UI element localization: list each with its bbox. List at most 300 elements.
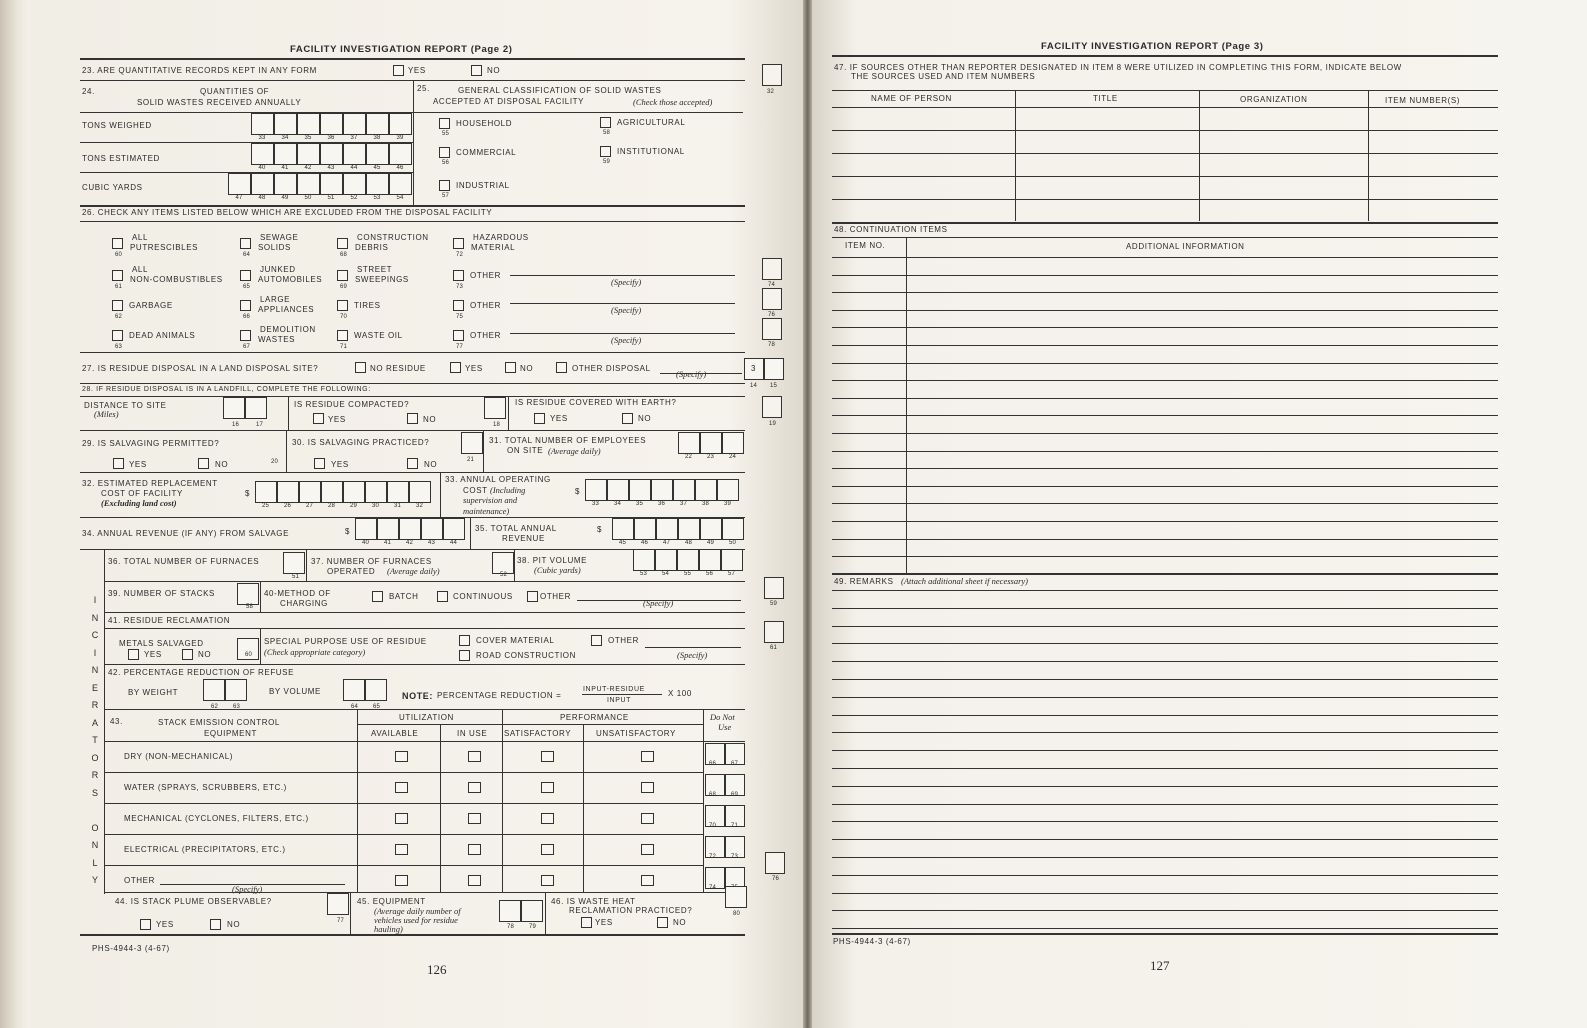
- q47-line2: THE SOURCES USED AND ITEM NUMBERS: [851, 72, 1036, 81]
- rule: [104, 664, 745, 665]
- q28-compacted-yes-checkbox[interactable]: [313, 413, 324, 424]
- rule: [80, 205, 745, 207]
- q24-weighed-cell-7[interactable]: [389, 113, 412, 135]
- rule: [440, 724, 441, 892]
- q26-item-label-7: LARGE: [260, 295, 291, 304]
- q34-cell-4[interactable]: [421, 518, 443, 540]
- q24-estimated-code-5: 44: [350, 165, 358, 171]
- page-edges: [0, 0, 30, 1028]
- q26-item-checkbox-4[interactable]: [112, 330, 123, 341]
- q48-row-line: [832, 363, 1498, 364]
- q36-cell[interactable]: [283, 552, 305, 574]
- rule: [413, 112, 743, 113]
- q26-item-checkbox-13[interactable]: [453, 238, 464, 249]
- q43-row-2-code-2: 69: [731, 792, 739, 798]
- q24-cubic-code-5: 51: [327, 195, 335, 201]
- q42-times: X 100: [668, 689, 692, 698]
- q27-code-box-2[interactable]: [764, 358, 784, 380]
- q24-estimated-cell-3[interactable]: [297, 143, 320, 165]
- q42-volume-cell-1[interactable]: [343, 679, 365, 701]
- q26-item-checkbox-14[interactable]: [453, 270, 464, 281]
- q46-no-checkbox[interactable]: [657, 917, 668, 928]
- q34-code-5: 44: [450, 540, 458, 546]
- q26-item-checkbox-8[interactable]: [240, 330, 251, 341]
- q47-row-line: [832, 199, 1498, 200]
- rule: [1015, 90, 1016, 221]
- q27-prefilled: 3: [751, 364, 757, 373]
- q26-item-checkbox-2[interactable]: [112, 270, 123, 281]
- q26-code-3: 62: [115, 314, 123, 320]
- rule: [1199, 90, 1200, 221]
- q32-cell-3[interactable]: [299, 481, 321, 503]
- q28-distance-cell-2[interactable]: [245, 397, 267, 419]
- q38-cell-4[interactable]: [699, 549, 721, 571]
- q43-row-4-checkbox-3[interactable]: [541, 844, 554, 855]
- q26-item-checkbox-15[interactable]: [453, 300, 464, 311]
- q44-yes: YES: [156, 920, 174, 929]
- q27-no-checkbox[interactable]: [505, 362, 516, 373]
- q49-row-line: [832, 928, 1498, 929]
- q35-code-2: 46: [641, 540, 649, 546]
- q25-industrial-checkbox[interactable]: [439, 180, 450, 191]
- q26-item-checkbox-1[interactable]: [112, 238, 123, 249]
- q48-row-line: [832, 292, 1498, 293]
- q26-item-checkbox-7[interactable]: [240, 300, 251, 311]
- q48-row-line: [832, 310, 1498, 311]
- q43-row-3-checkbox-4[interactable]: [641, 813, 654, 824]
- q24-weighed-cell-4[interactable]: [320, 113, 343, 135]
- q28-compacted-code-box[interactable]: [484, 397, 506, 419]
- q37-cell[interactable]: [492, 552, 514, 574]
- q26-item-checkbox-10[interactable]: [337, 270, 348, 281]
- q48-row-line: [832, 433, 1498, 434]
- q26-code-15: 75: [456, 314, 464, 320]
- q49-row-line: [832, 875, 1498, 876]
- q43-row-4-checkbox-4[interactable]: [641, 844, 654, 855]
- rule: [832, 237, 1498, 238]
- q47-row-line: [832, 130, 1498, 131]
- q25-agricultural-checkbox[interactable]: [600, 117, 611, 128]
- q26-code-box-3[interactable]: [762, 318, 782, 340]
- q43-col-satisfactory: SATISFACTORY: [504, 729, 572, 738]
- q26-item-label-16: OTHER: [470, 331, 501, 340]
- q26-item-checkbox-11[interactable]: [337, 300, 348, 311]
- q29-yes-checkbox[interactable]: [113, 458, 124, 469]
- q32-cell-1[interactable]: [255, 481, 277, 503]
- q27-yes-checkbox[interactable]: [450, 362, 461, 373]
- q38-cell-1[interactable]: [633, 549, 655, 571]
- q42-volume-cell-2[interactable]: [365, 679, 387, 701]
- q36-label: 36. TOTAL NUMBER OF FURNACES: [108, 557, 260, 566]
- q43-row-3-code-2: 71: [731, 823, 739, 829]
- q23-yes-checkbox[interactable]: [393, 65, 404, 76]
- q37-note: (Average daily): [387, 566, 440, 576]
- rule: [413, 80, 414, 205]
- incinerators-letter: N: [91, 840, 99, 850]
- q24-estimated-cell-1[interactable]: [251, 143, 274, 165]
- q48-row-line: [832, 521, 1498, 522]
- q25-code-3: 56: [442, 160, 450, 166]
- q32-line1: 32. ESTIMATED REPLACEMENT: [82, 479, 218, 488]
- rule: [350, 892, 351, 934]
- q33-cell-3[interactable]: [629, 479, 651, 501]
- q24-estimated-code-4: 43: [327, 165, 335, 171]
- q30-code: 21: [467, 457, 475, 463]
- q24-cubic-cell-4[interactable]: [297, 173, 320, 195]
- q28-compacted-no-checkbox[interactable]: [407, 413, 418, 424]
- q43-row-2-checkbox-3[interactable]: [541, 782, 554, 793]
- q24-cubic-cell-1[interactable]: [228, 173, 251, 195]
- rule: [1368, 90, 1369, 221]
- q39-cell[interactable]: [237, 583, 259, 605]
- q28-distance-cell-1[interactable]: [223, 397, 245, 419]
- q43-code-box[interactable]: [765, 852, 785, 874]
- rule: [80, 58, 745, 60]
- q26-item-label2-5: SOLIDS: [258, 243, 291, 252]
- rule: [104, 772, 703, 773]
- q35-cell-4[interactable]: [678, 518, 700, 540]
- q24-cubic-cell-8[interactable]: [389, 173, 412, 195]
- q30-label: 30. IS SALVAGING PRACTICED?: [292, 438, 430, 447]
- q30-yes-checkbox[interactable]: [314, 458, 325, 469]
- q28-covered-no-checkbox[interactable]: [622, 413, 633, 424]
- q26-specify-3: (Specify): [611, 335, 642, 345]
- q23-no-label: NO: [487, 66, 501, 75]
- q24-estimated-code-3: 42: [304, 165, 312, 171]
- q37-line2: OPERATED: [327, 567, 376, 576]
- rule: [80, 172, 413, 173]
- q25-note: (Check those accepted): [633, 97, 713, 107]
- q26-item-label-3: GARBAGE: [129, 301, 173, 310]
- q49-row-line: [832, 608, 1498, 609]
- q31-code-1: 22: [685, 454, 693, 460]
- q43-use: Use: [718, 722, 732, 732]
- q42-wcode-2: 63: [233, 704, 241, 710]
- q43-row-2-code-1: 68: [709, 792, 717, 798]
- rule: [104, 741, 745, 742]
- rule: [104, 549, 105, 894]
- q26-item-label2-8: WASTES: [258, 335, 296, 344]
- q43-side-code: 76: [772, 876, 780, 882]
- q26-item-checkbox-16[interactable]: [453, 330, 464, 341]
- q24-estimated-cell-5[interactable]: [343, 143, 366, 165]
- q26-code-11: 70: [340, 314, 348, 320]
- q32-cell-7[interactable]: [387, 481, 409, 503]
- q24-estimated-cell-2[interactable]: [274, 143, 297, 165]
- q29-no-checkbox[interactable]: [198, 458, 209, 469]
- q24-weighed-cell-5[interactable]: [343, 113, 366, 135]
- q42-weight: BY WEIGHT: [128, 688, 179, 697]
- q34-code-4: 43: [428, 540, 436, 546]
- q26-item-label2-7: APPLIANCES: [258, 305, 315, 314]
- q26-code-10: 69: [340, 284, 348, 290]
- q40-code-box[interactable]: [764, 577, 784, 599]
- q30-no: NO: [424, 460, 438, 469]
- q24-weighed-cell-1[interactable]: [251, 113, 274, 135]
- q28-covered-code-box[interactable]: [762, 396, 782, 418]
- q33-cell-2[interactable]: [607, 479, 629, 501]
- q31-code-2: 23: [707, 454, 715, 460]
- q38-cell-5[interactable]: [721, 549, 743, 571]
- q46-yes-checkbox[interactable]: [581, 917, 592, 928]
- q26-item-label2-13: MATERIAL: [471, 243, 516, 252]
- q41-code-box[interactable]: [764, 621, 784, 643]
- q34-cell-1[interactable]: [355, 518, 377, 540]
- q24-weighed-cell-2[interactable]: [274, 113, 297, 135]
- q43-row-5-checkbox-1[interactable]: [395, 875, 408, 886]
- q42-numerator: INPUT-RESIDUE: [583, 686, 645, 693]
- q24-cubic-code-2: 48: [258, 195, 266, 201]
- rule: [104, 612, 745, 613]
- q26-item-label-11: TIRES: [354, 301, 381, 310]
- q24-weighed-cell-3[interactable]: [297, 113, 320, 135]
- q33-note3: maintenance): [463, 506, 510, 516]
- q26-item-checkbox-3[interactable]: [112, 300, 123, 311]
- q38-code-3: 55: [684, 571, 692, 577]
- q32-code-7: 31: [394, 503, 402, 509]
- q45-cell-1[interactable]: [499, 900, 521, 922]
- q31-cell-3[interactable]: [722, 432, 744, 454]
- q24-estimated-cell-6[interactable]: [366, 143, 389, 165]
- q28-dist-code-1: 16: [232, 422, 240, 428]
- q26-item-checkbox-5[interactable]: [240, 238, 251, 249]
- q42-denominator: INPUT: [607, 697, 631, 704]
- q26-code-13: 72: [456, 252, 464, 258]
- q26-code-2: 61: [115, 284, 123, 290]
- q32-code-6: 30: [372, 503, 380, 509]
- q35-cell-2[interactable]: [634, 518, 656, 540]
- rule: [104, 628, 745, 629]
- q32-cell-6[interactable]: [365, 481, 387, 503]
- q27-label: 27. IS RESIDUE DISPOSAL IN A LAND DISPOSAL SITE?: [82, 364, 319, 373]
- q24-cubic-cell-6[interactable]: [343, 173, 366, 195]
- q23-no-checkbox[interactable]: [471, 65, 482, 76]
- q32-dollar: $: [245, 489, 251, 498]
- q48-col-additional: ADDITIONAL INFORMATION: [1126, 242, 1245, 251]
- q33-cell-5[interactable]: [673, 479, 695, 501]
- rule: [104, 709, 745, 710]
- q44-cell[interactable]: [327, 893, 349, 915]
- incinerators-letter: A: [91, 717, 98, 728]
- q43-col-available: AVAILABLE: [371, 729, 419, 738]
- q32-cell-4[interactable]: [321, 481, 343, 503]
- q33-cell-4[interactable]: [651, 479, 673, 501]
- q26-item-label2-10: SWEEPINGS: [355, 275, 409, 284]
- incinerators-letter: N: [91, 665, 99, 675]
- q43-row-label-4: ELECTRICAL (PRECIPITATORS, ETC.): [124, 845, 286, 854]
- q25-commercial-checkbox[interactable]: [439, 147, 450, 158]
- q43-col-in-use: IN USE: [457, 729, 488, 738]
- q24-cubic-code-3: 49: [281, 195, 289, 201]
- q32-cell-5[interactable]: [343, 481, 365, 503]
- q43-row-label-2: WATER (SPRAYS, SCRUBBERS, ETC.): [124, 783, 287, 792]
- q43-row-1-checkbox-3[interactable]: [541, 751, 554, 762]
- q38-code-4: 56: [706, 571, 714, 577]
- rule: [440, 472, 441, 517]
- q28-covered-yes-checkbox[interactable]: [534, 413, 545, 424]
- q31-cell-1[interactable]: [678, 432, 700, 454]
- rule: [483, 430, 484, 472]
- rule: [160, 884, 345, 885]
- q25-code-1: 55: [442, 131, 450, 137]
- q49-row-line: [832, 768, 1498, 769]
- q42-weight-cell-2[interactable]: [225, 679, 247, 701]
- rule: [286, 430, 287, 472]
- q26-item-label-12: WASTE OIL: [354, 331, 403, 340]
- rule: [104, 803, 703, 804]
- q43-col-unsatisfactory: UNSATISFACTORY: [596, 729, 676, 738]
- q39-label: 39. NUMBER OF STACKS: [108, 589, 215, 598]
- q40-batch-checkbox[interactable]: [372, 591, 383, 602]
- q27-other-checkbox[interactable]: [556, 362, 567, 373]
- q49-row-line: [832, 697, 1498, 698]
- q33-cell-1[interactable]: [585, 479, 607, 501]
- q38-cell-2[interactable]: [655, 549, 677, 571]
- q25-institutional-checkbox[interactable]: [600, 146, 611, 157]
- q26-item-checkbox-12[interactable]: [337, 330, 348, 341]
- q30-code-box[interactable]: [461, 432, 483, 454]
- q48-row-line: [832, 468, 1498, 469]
- q43-row-1-checkbox-4[interactable]: [641, 751, 654, 762]
- q28-dist-code-2: 17: [256, 422, 264, 428]
- q24-weighed-code-7: 39: [396, 135, 404, 141]
- q42-formula: PERCENTAGE REDUCTION =: [437, 691, 562, 700]
- rule: [832, 573, 1498, 575]
- q26-item-checkbox-9[interactable]: [337, 238, 348, 249]
- q43-row-3-checkbox-1[interactable]: [395, 813, 408, 824]
- rule: [906, 237, 907, 573]
- q23-code-box[interactable]: [762, 64, 782, 86]
- q43-row-1-checkbox-1[interactable]: [395, 751, 408, 762]
- q33-code-5: 37: [680, 501, 688, 507]
- q41-other-checkbox[interactable]: [591, 635, 602, 646]
- q48-row-line: [832, 556, 1498, 557]
- q41-cover-checkbox[interactable]: [459, 635, 470, 646]
- q41-metals-yes-checkbox[interactable]: [128, 649, 139, 660]
- q41-metals-no-checkbox[interactable]: [182, 649, 193, 660]
- q33-cell-7[interactable]: [717, 479, 739, 501]
- rule: [357, 724, 703, 725]
- q43-number: 43.: [110, 717, 123, 726]
- q26-specify-2: (Specify): [611, 305, 642, 315]
- q35-line2: REVENUE: [502, 534, 545, 543]
- q43-row-2-checkbox-1[interactable]: [395, 782, 408, 793]
- q33-line1: 33. ANNUAL OPERATING: [445, 475, 551, 484]
- q34-cell-5[interactable]: [443, 518, 465, 540]
- q24-cubic-cell-3[interactable]: [274, 173, 297, 195]
- q24-cubic-code-4: 50: [304, 195, 312, 201]
- q30-no-checkbox[interactable]: [407, 458, 418, 469]
- q47-col-title: TITLE: [1093, 94, 1118, 103]
- q40-continuous-checkbox[interactable]: [437, 591, 448, 602]
- q34-label: 34. ANNUAL REVENUE (IF ANY) FROM SALVAGE: [82, 529, 290, 538]
- q43-row-5-checkbox-2[interactable]: [468, 875, 481, 886]
- q25-code-2: 58: [603, 130, 611, 136]
- q43-row-2-checkbox-2[interactable]: [468, 782, 481, 793]
- q33-code-6: 38: [702, 501, 710, 507]
- q32-cell-2[interactable]: [277, 481, 299, 503]
- q32-cell-8[interactable]: [409, 481, 431, 503]
- q24-number: 24.: [82, 87, 95, 96]
- q26-code-box-2[interactable]: [762, 288, 782, 310]
- q43-row-label-1: DRY (NON-MECHANICAL): [124, 752, 234, 761]
- q43-row-4-checkbox-2[interactable]: [468, 844, 481, 855]
- q24-estimated-cell-7[interactable]: [389, 143, 412, 165]
- rule: [545, 892, 546, 934]
- rule: [80, 383, 745, 384]
- q35-cell-5[interactable]: [700, 518, 722, 540]
- q24-weighed-cell-6[interactable]: [366, 113, 389, 135]
- q49-row-line: [832, 643, 1498, 644]
- q29-code: 20: [271, 459, 279, 465]
- q33-cell-6[interactable]: [695, 479, 717, 501]
- q35-cell-1[interactable]: [612, 518, 634, 540]
- q24-cubic-cell-2[interactable]: [251, 173, 274, 195]
- q41-road-checkbox[interactable]: [459, 650, 470, 661]
- q45-cell-2[interactable]: [521, 900, 543, 922]
- q28-miles: (Miles): [94, 409, 119, 419]
- q24-estimated-cell-4[interactable]: [320, 143, 343, 165]
- q41-specify: (Specify): [677, 650, 708, 660]
- q42-weight-cell-1[interactable]: [203, 679, 225, 701]
- q49-row-line: [832, 626, 1498, 627]
- q24-cubic-cell-5[interactable]: [320, 173, 343, 195]
- q35-line1: 35. TOTAL ANNUAL: [475, 524, 557, 533]
- q44-yes-checkbox[interactable]: [140, 919, 151, 930]
- q26-code-box-1[interactable]: [762, 258, 782, 280]
- incinerators-letter: E: [91, 682, 98, 693]
- rule: [104, 865, 703, 866]
- q24-cubic-cell-7[interactable]: [366, 173, 389, 195]
- q35-cell-3[interactable]: [656, 518, 678, 540]
- q34-cell-2[interactable]: [377, 518, 399, 540]
- page-number-right: 127: [1150, 958, 1170, 973]
- q27-no-residue-checkbox[interactable]: [355, 362, 366, 373]
- q43-row-4-checkbox-1[interactable]: [395, 844, 408, 855]
- q31-cell-2[interactable]: [700, 432, 722, 454]
- q43-row-5-checkbox-3[interactable]: [541, 875, 554, 886]
- q47-col-name: NAME OF PERSON: [871, 94, 952, 103]
- q43-donot: Do Not: [710, 712, 735, 722]
- q43-row-3-checkbox-2[interactable]: [468, 813, 481, 824]
- q34-cell-3[interactable]: [399, 518, 421, 540]
- q43-row-2-checkbox-4[interactable]: [641, 782, 654, 793]
- q43-row-1-checkbox-2[interactable]: [468, 751, 481, 762]
- rule: [260, 628, 261, 664]
- q25-household-checkbox[interactable]: [439, 118, 450, 129]
- q43-performance: PERFORMANCE: [560, 713, 629, 722]
- book-gutter: [803, 0, 812, 1028]
- q25-code-4: 59: [603, 159, 611, 165]
- q31-code-3: 24: [729, 454, 737, 460]
- q46-cell[interactable]: [725, 886, 747, 908]
- q43-row-3-checkbox-3[interactable]: [541, 813, 554, 824]
- q46-line2: RECLAMATION PRACTICED?: [569, 906, 693, 915]
- q43-row-5-checkbox-4[interactable]: [641, 875, 654, 886]
- q46-no: NO: [673, 918, 687, 927]
- q48-col-item-no: ITEM NO.: [845, 241, 886, 250]
- q38-cell-3[interactable]: [677, 549, 699, 571]
- q40-other-checkbox[interactable]: [527, 591, 538, 602]
- q33-note2: supervision and: [463, 495, 518, 505]
- q34-dollar: $: [345, 527, 351, 536]
- q35-cell-6[interactable]: [722, 518, 744, 540]
- q44-no-checkbox[interactable]: [210, 919, 221, 930]
- rule: [582, 694, 662, 695]
- q26-item-checkbox-6[interactable]: [240, 270, 251, 281]
- q24-row-tons-weighed: TONS WEIGHED: [82, 121, 152, 130]
- q26-code-12: 71: [340, 344, 348, 350]
